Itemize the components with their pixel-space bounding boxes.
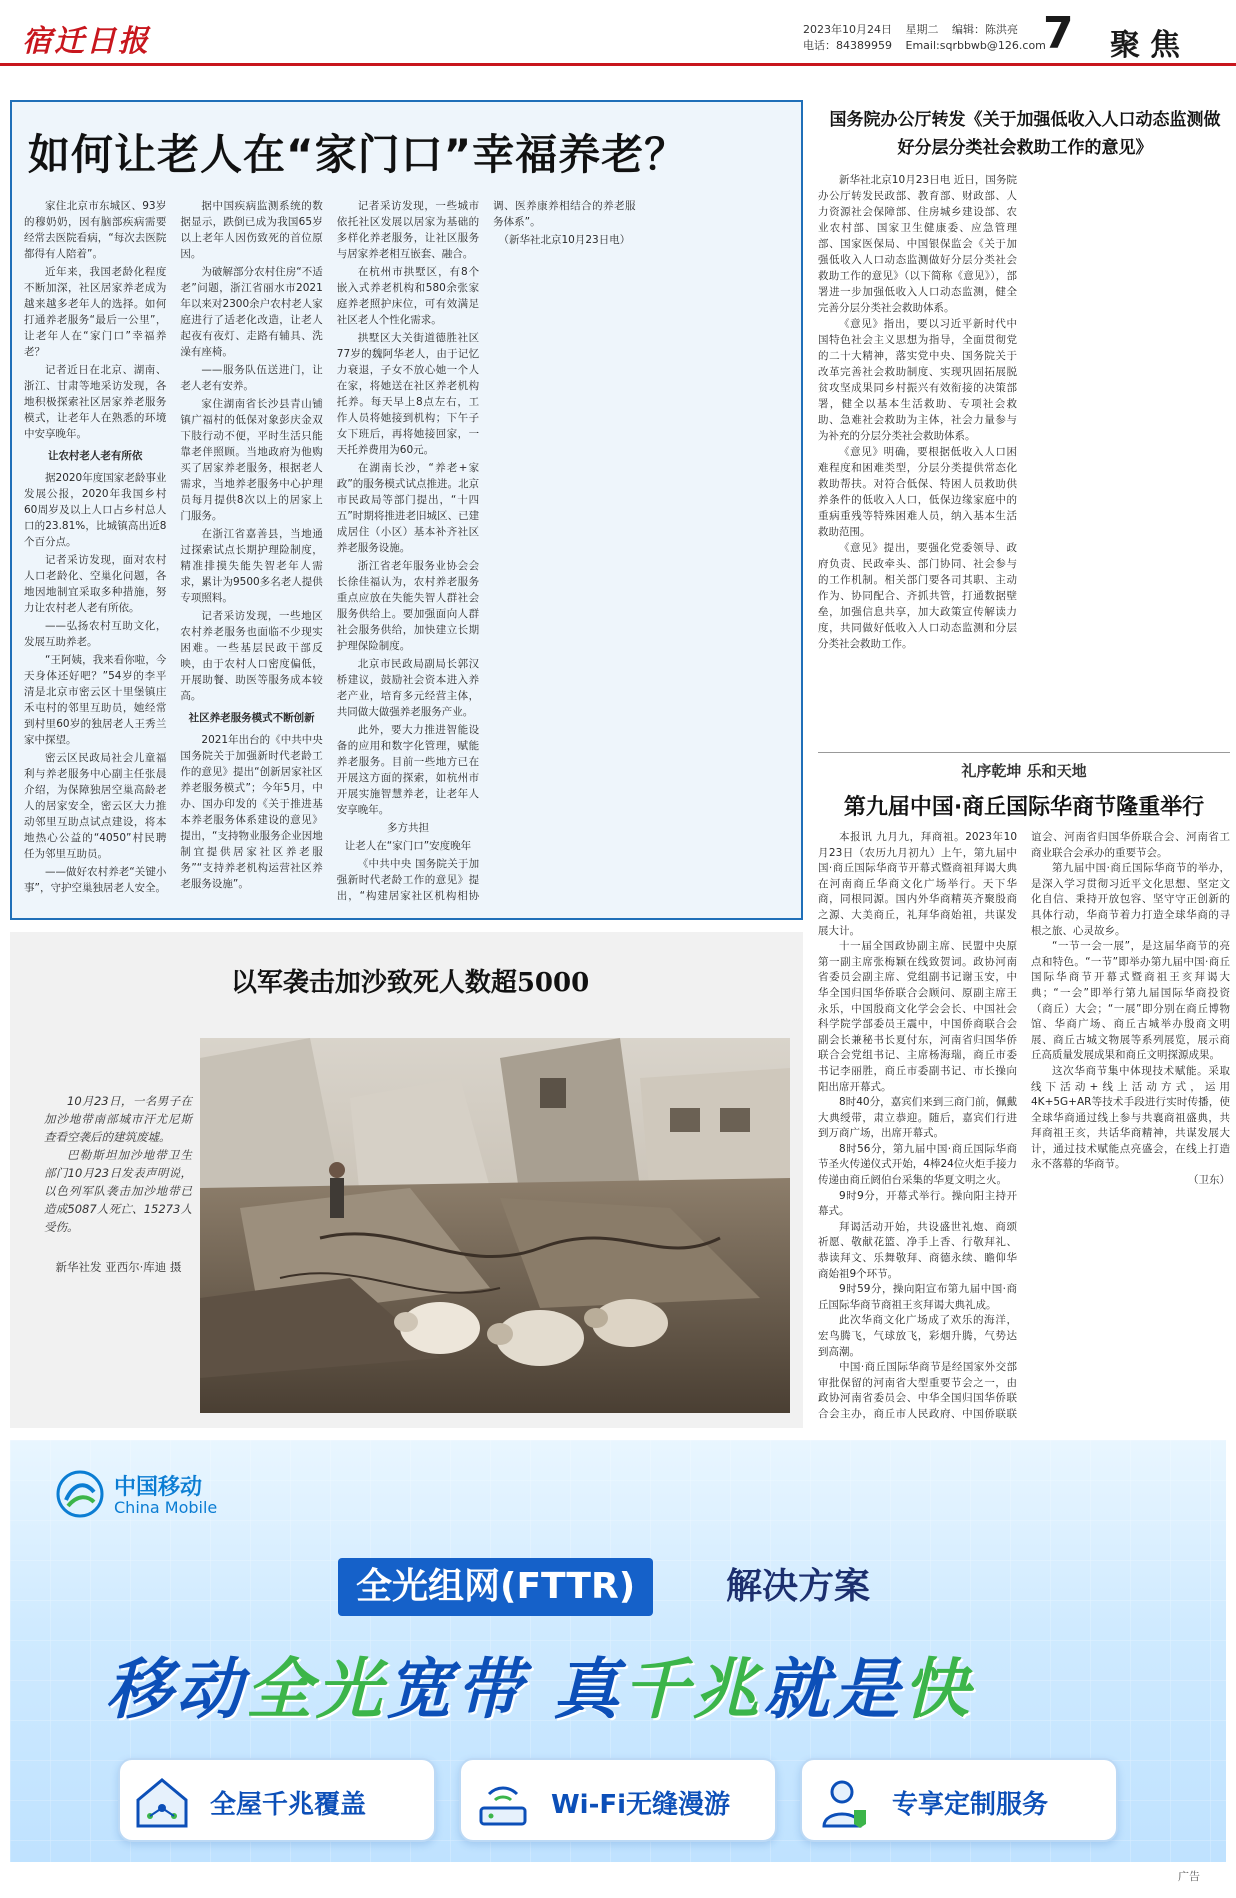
policy-paragraph: 新华社北京10月23日电 近日，国务院办公厅转发民政部、教育部、财政部、人力资源社会保障部、住房城乡建设部、农业农村部、国家卫生健康委、应急管理部、国家医保局、中国银保监会《关于加强低收入人口动态监测做好分层分类社会救助工作的意见》（以下简称《意见》），部署进一步加强低收入人口动态监测，健全完善分层分类社会救助体系。 xyxy=(818,174,1017,314)
festival-paragraph: 9时9分，开幕式举行。操向阳主持开幕式。 xyxy=(818,1189,1017,1218)
lead-paragraph: 据中国疾病监测系统的数据显示，跌倒已成为我国65岁以上老年人因伤致死的首位原因。 xyxy=(180,200,323,260)
slogan-highlight: 全光 xyxy=(246,1651,386,1728)
lead-paragraph: 家住北京市东城区、93岁的穆奶奶，因有脑部疾病需要经常去医院看病，“每次去医院都得有人陪着”。 xyxy=(24,200,167,260)
lead-paragraph: 在浙江省嘉善县，当地通过探索试点长期护理险制度，精准排摸失能失智老年人需求，累计为9500多名老人提供专项照料。 xyxy=(180,528,323,604)
brand-name-cn: 中国移动 xyxy=(114,1475,203,1500)
policy-paragraph: 《意见》指出，要以习近平新时代中国特色社会主义思想为指导，全面贯彻党的二十大精神，落实党中央、国务院关于改革完善社会救助制度、实现巩固拓展脱贫攻坚成果同乡村振兴有效衔接的决策部署，健全以基本生活救助、专项社会救助、急难社会救助为主体，社会力量参与为补充的分层分类社会救助体系。 xyxy=(818,318,1017,442)
policy-paragraph: 《意见》提出，要强化党委领导、政府负责、民政牵头、部门协同、社会参与的工作机制。相关部门要各司其职、主动作为、协同配合、齐抓共管，打通数据壁垒，加强信息共享，加大政策宣传解读力度，共同做好低收入人口动态监测和分层分类社会救助工作。 xyxy=(818,542,1017,650)
festival-body xyxy=(818,830,1230,1428)
photo-caption-text: 10月23日，一名男子在加沙地带南部城市汗尤尼斯查看空袭后的建筑废墟。 xyxy=(44,1094,192,1144)
slogan-highlight: 千兆 xyxy=(622,1651,763,1728)
lead-body xyxy=(24,198,792,906)
lead-credit: （新华社北京10月23日电） xyxy=(498,234,631,246)
policy-paragraph: 《意见》明确，要根据低收入人口困难程度和困难类型，分层分类提供常态化救助帮扶。对符合低保、特困人员救助供养条件的低收入人口，低保边缘家庭中的重病重残等特殊困难人员，纳入基本生活救助范围。 xyxy=(818,446,1017,538)
lead-article xyxy=(10,100,803,920)
slogan-part: 宽带 真 xyxy=(386,1651,623,1728)
lead-headline: 如何让老人在“家门口”幸福养老？ xyxy=(28,130,688,179)
festival-credit: （卫东） xyxy=(1188,1174,1230,1187)
lead-subhead: ——弘扬农村互助文化，发展互助养老。 xyxy=(24,620,167,648)
section-divider xyxy=(818,752,1230,753)
fttr-solution-label: 解决方案 xyxy=(726,1566,871,1607)
fttr-badge: 全光组网(FTTR) xyxy=(338,1558,653,1616)
issue-email: Email:sqrbbwb@126.com xyxy=(905,39,1046,52)
china-mobile-logo-icon xyxy=(56,1470,104,1518)
lead-paragraph: 据2020年度国家老龄事业发展公报，2020年我国乡村60周岁及以上人口占乡村总人口的23.81%，比城镇高出近8个百分点。 xyxy=(24,472,167,548)
service-engineer-icon xyxy=(812,1770,876,1834)
feature-wifi-roaming[interactable] xyxy=(459,1758,777,1842)
photo-credit: 新华社发 亚西尔·库迪 摄 xyxy=(55,1260,182,1274)
rubble-photo xyxy=(200,1038,790,1413)
rubble-photo-illustration xyxy=(200,1038,790,1413)
masthead xyxy=(0,0,1236,66)
feature-label: Wi-Fi无缝漫游 xyxy=(551,1790,731,1820)
issue-weekday: 星期二 xyxy=(905,23,939,36)
lead-paragraph: 记者近日在北京、湖南、浙江、甘肃等地采访发现，各地积极探索社区居家养老服务模式，让老年人在熟悉的环境中安享晚年。 xyxy=(24,364,167,440)
festival-paragraph: 这次华商节集中体现技术赋能。采取线下活动+线上活动方式，运用4K+5G+AR等技术手段进行实时传播，使全球华商通过线上参与共襄商祖盛典，共拜商祖王亥，共话华商精神，共谋发展大计，通过技术赋能点亮盛会，在线上打造永不落幕的华商节。 xyxy=(1031,1064,1230,1171)
festival-paragraph: 8时56分，第九届中国·商丘国际华商节圣火传递仪式开始，4棒24位火炬手接力传递由商丘阏伯台采集的华夏文明之火。 xyxy=(818,1142,1017,1187)
festival-paragraph: 第九届中国·商丘国际华商节的举办，是深入学习贯彻习近平文化思想、坚定文化自信、秉持开放包容、坚守守正创新的具体行动，华商节着力打造全球华商的寻根之旅、心灵故乡。 xyxy=(1031,862,1230,937)
photo-caption xyxy=(44,1092,192,1276)
festival-paragraph: 本报讯 九月九，拜商祖。2023年10月23日（农历九月初九）上午，第九届中国·商丘国际华商节开幕式暨商祖拜谒大典在河南商丘华商文化广场举行。天下华商，同根同源。国内外华商精英齐聚殷商之源、大美商丘，礼拜华商始祖，共谋发展大计。 xyxy=(818,831,1017,937)
festival-kicker: 礼序乾坤 乐和天地 xyxy=(961,762,1087,780)
lead-paragraph: 北京市民政局副局长郭汉桥建议，鼓励社会资本进入养老产业，培育多元经营主体，共同做大做强养老服务产业。 xyxy=(336,658,480,718)
china-mobile-ad[interactable] xyxy=(10,1440,1226,1862)
section-name: 聚焦 xyxy=(1110,28,1190,63)
issue-date: 2023年10月24日 xyxy=(803,23,892,36)
house-network-icon xyxy=(130,1770,194,1834)
issue-editor: 编辑：陈洪亮 xyxy=(952,23,1018,36)
lead-subhead: 让农村老人老有所依 xyxy=(47,450,143,462)
lead-paragraph: 在杭州市拱墅区，有8个嵌入式养老机构和580余张家庭养老照护床位，可有效满足社区老人个性化需求。 xyxy=(336,266,480,326)
slogan-part: 就是 xyxy=(762,1651,903,1728)
feature-label: 专享定制服务 xyxy=(892,1790,1049,1820)
festival-paragraph: 拜谒活动开始，共设盛世礼炮、商颂祈愿、敬献花篮、净手上香、行敬拜礼、恭读拜文、乐舞敬拜、商德永续、瞻仰华商始祖9个环节。 xyxy=(818,1220,1017,1280)
ad-tag: 广告 xyxy=(1178,1870,1200,1883)
brand-name-en: China Mobile xyxy=(114,1498,218,1517)
lead-paragraph: 2021年出台的《中共中央 国务院关于加强新时代老龄工作的意见》提出“创新居家社区养老服务模式”；今年5月，中办、国办印发的《关于推进基本养老服务体系建设的意见》提出，“支持物业服务企业因地制宜提供居家社区养老服务”“支持养老机构运营社区养老服务设施”。 xyxy=(180,734,323,890)
policy-body xyxy=(818,172,1230,744)
photo-news-headline: 以军袭击加沙致死人数超5000 xyxy=(230,968,590,998)
lead-paragraph: 记者采访发现，一些地区农村养老服务也面临不少现实困难。一些基层民政干部反映，由于农村人口密度偏低，开展助餐、助医等服务成本较高。 xyxy=(180,610,323,702)
issue-phone: 电话：84389959 xyxy=(803,39,892,52)
lead-paragraph: 拱墅区大关街道德胜社区77岁的魏阿华老人，由于记忆力衰退，子女不放心她一个人在家，将她送在社区养老机构托养。每天早上8点左右，工作人员将她接到机构；下午子女下班后，再将她接回家，一天托养费用为60元。 xyxy=(336,332,480,456)
lead-paragraph: 记者采访发现，面对农村人口老龄化、空巢化问题，各地因地制宜采取多种措施，努力让农村老人老有所依。 xyxy=(24,554,167,614)
lead-subhead: 社区养老服务模式不断创新 xyxy=(188,712,315,724)
lead-paragraph: 在湖南长沙，“养老+家政”的服务模式试点推进。北京市民政局等部门提出，“十四五”时期将推进老旧城区、已建成居住（小区）基本补齐社区养老服务设施。 xyxy=(336,462,480,554)
feature-whole-home-gigabit[interactable] xyxy=(118,1758,436,1842)
feature-label: 全屋千兆覆盖 xyxy=(210,1790,367,1820)
lead-subhead: ——服务队伍送进门，让老人老有安养。 xyxy=(180,364,323,392)
lead-byline-title: 多方共担 xyxy=(386,822,429,834)
newspaper-logo: 宿迁日报 xyxy=(22,24,150,59)
lead-paragraph: “王阿姨，我来看你啦，今天身体还好吧？”54岁的李平清是北京市密云区十里堡镇庄禾屯村的邻里互助员，她经常到村里60岁的独居老人王秀兰家中探望。 xyxy=(24,654,167,746)
lead-paragraph: 为破解部分农村住房“不适老”问题，浙江省丽水市2021年以来对2300余户农村老人家庭进行了适老化改造，让老人起夜有夜灯、走路有辅具、洗澡有座椅。 xyxy=(180,266,323,358)
lead-paragraph: 浙江省老年服务业协会会长徐佳福认为，农村养老服务重点应放在失能失智人群社会服务供给上。要加强面向人群社会服务供给，加快建立长期护理保险制度。 xyxy=(336,560,480,652)
slogan-part: 移动 xyxy=(106,1651,246,1728)
photo-news xyxy=(10,932,803,1428)
lead-paragraph: 记者采访发现，一些城市依托社区发展以居家为基础的多样化养老服务，让社区服务与居家养老相互嵌套、融合。 xyxy=(336,200,480,260)
festival-paragraph: “一节一会一展”，是这届华商节的亮点和特色。“一节”即举办第九届中国·商丘国际华商节开幕式暨商祖王亥拜谒大典；“一会”即举行第九届国际华商投资（商丘）大会；“一展”即分别在商丘博物馆、华商广场、商丘古城举办殷商文明展、商丘古城文物展等系列展览，展示商丘高质量发展成果和商丘文明探源成果。 xyxy=(1031,940,1230,1062)
festival-paragraph: 中国·商丘国际华商节是经国家外交部审批保留的河南省大型重要节会之一，由政协河南省委员会、中华全国归国华侨联合会主办，商丘市人民政府、中国侨联联谊会、河南省归国华侨联合会、河南省工商业联合会承办的重要节会。 xyxy=(818,831,1230,1420)
lead-paragraph: 密云区民政局社会儿童福利与养老服务中心副主任张晨介绍，为保障独居空巢高龄老人的居家安全，密云区大力推动邻里互助点试点建设，将本地热心公益的“4050”村民聘任为邻里互助员。 xyxy=(24,752,167,860)
photo-caption-text: 巴勒斯坦加沙地带卫生部门10月23日发表声明说，以色列军队袭击加沙地带已造成5087人死亡、15273人受伤。 xyxy=(44,1148,192,1234)
issue-info xyxy=(803,22,1056,54)
feature-custom-service[interactable] xyxy=(800,1758,1118,1842)
slogan-highlight: 快 xyxy=(902,1651,973,1728)
ad-slogan xyxy=(106,1636,973,1731)
page-number: 7 xyxy=(1043,8,1074,59)
lead-paragraph: 家住湖南省长沙县青山铺镇广福村的低保对象彭庆金双下肢行动不便，平时生活只能靠老伴照顾。当地政府为他购买了居家养老服务，根据老人需求，当地养老服务中心护理员每月提供8次以上的居家上门服务。 xyxy=(180,398,323,522)
lead-paragraph: 近年来，我国老龄化程度不断加深，社区居家养老成为越来越多老年人的选择。如何打通养老服务“最后一公里”，让老年人在“家门口”幸福养老？ xyxy=(24,266,167,358)
festival-paragraph: 此次华商文化广场成了欢乐的海洋，宏鸟腾飞，气球放飞，彩烟升腾，气势达到高潮。 xyxy=(818,1314,1017,1358)
policy-headline: 国务院办公厅转发《关于加强低收入人口动态监测做好分层分类社会救助工作的意见》 xyxy=(829,110,1221,158)
lead-byline-quote: 《中共中央 国务院关于加强新时代老龄工作的意见》提出，“构建居家社区机构相协调、医养康养相结合的养老服务体系”。 xyxy=(336,200,636,902)
festival-headline: 第九届中国·商丘国际华商节隆重举行 xyxy=(843,795,1205,820)
lead-byline-text: 让老人在“家门口”安度晚年 xyxy=(344,840,472,852)
lead-paragraph: 此外，要大力推进智能设备的应用和数字化管理，赋能养老服务。目前一些地方已在开展这方面的探索，如杭州市开展实施智慧养老，让老年人安享晚年。 xyxy=(336,724,480,816)
festival-paragraph: 8时40分，嘉宾们来到三商门前，佩戴大典绶带，肃立恭迎。随后，嘉宾们行进到万商广场，出席开幕式。 xyxy=(818,1096,1017,1140)
festival-paragraph: 十一届全国政协副主席、民盟中央原第一副主席张梅颖在线致贺词。政协河南省委员会副主席、党组副书记谢玉安，中华全国归国华侨联合会顾问、原副主席王永乐，中国殷商文化学会会长、中国社会科学院学部委员王震中，中国侨商联合会副会长兼秘书长夏付东，河南省归国华侨联合会党组书记、主席杨海瑞，商丘市委书记李丽胜，商丘市委副书记、市长操向阳出席开幕式。 xyxy=(818,940,1017,1093)
lead-subhead: ——做好农村养老“关键小事”，守护空巢独居老人安全。 xyxy=(24,866,167,894)
festival-paragraph: 9时59分，操向阳宣布第九届中国·商丘国际华商节商祖王亥拜谒大典礼成。 xyxy=(818,1283,1017,1311)
wifi-router-icon xyxy=(471,1770,535,1834)
